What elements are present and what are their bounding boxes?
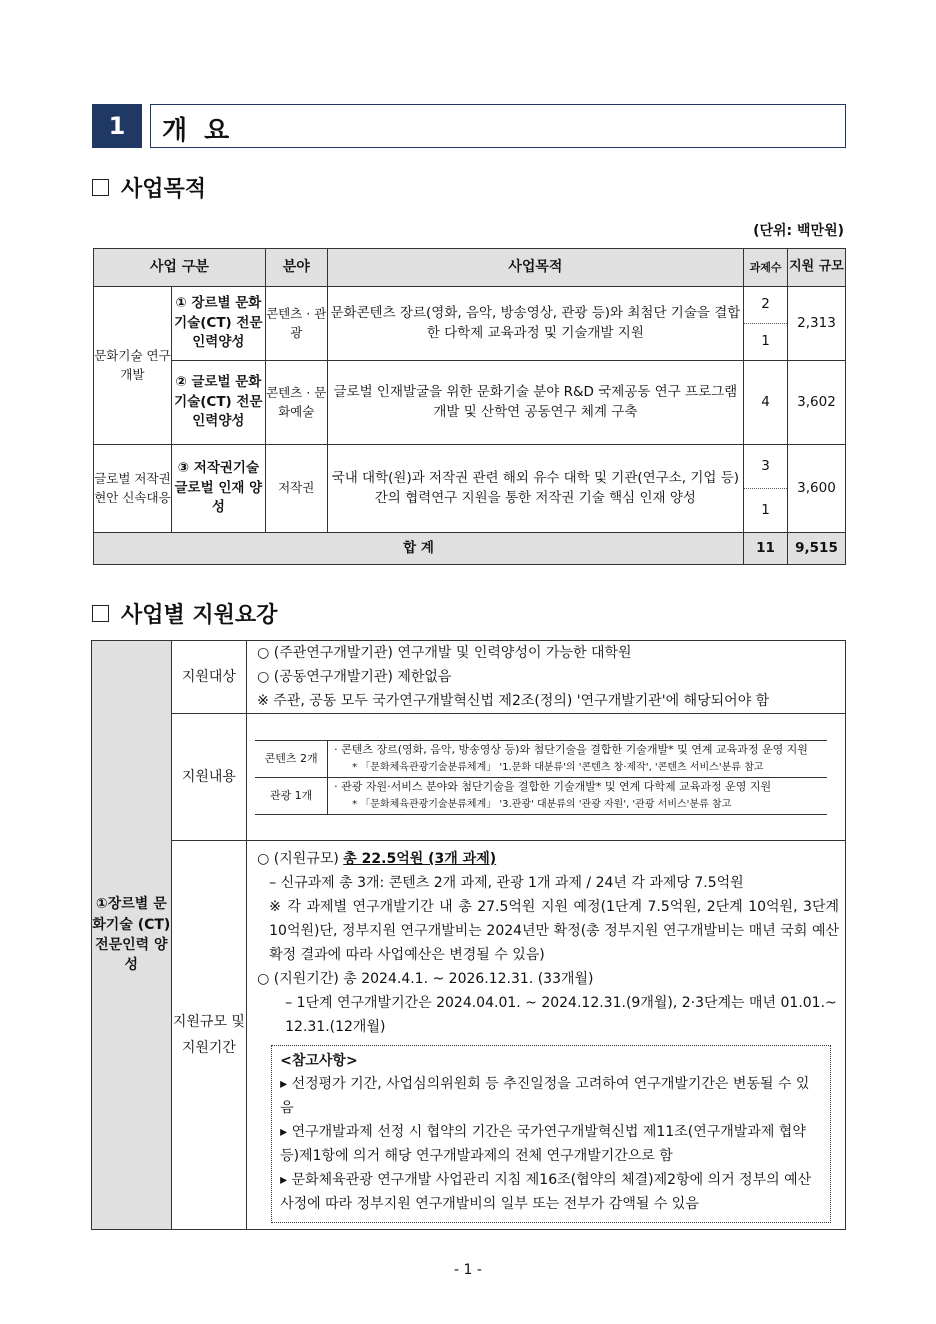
program-count: 1 <box>744 324 788 361</box>
checkbox-icon <box>92 179 109 196</box>
header-count: 과제수 <box>744 249 788 287</box>
content-label: 지원내용 <box>171 714 247 841</box>
reference-title: <참고사항> <box>280 1053 358 1069</box>
scale-line: ※ 각 과제별 연구개발기간 내 총 27.5억원 지원 예정(1단계 7.5억원, 2단계 10억원, 3단계 10억원)단, 정부지원 연구개발비는 2024년만 확정(총 정부지원 연구개발비는 매년 국회 예산 확정 결과에 따라 사업예산은 변경될 수 있음) <box>269 899 839 963</box>
reference-box <box>271 1045 831 1223</box>
total-budget: 9,515 <box>787 533 845 565</box>
content-subtable <box>255 740 827 815</box>
reference-item: ▸ 선정평가 기간, 사업심의위원회 등 추진일정을 고려하여 연구개발기간은 변동될 수 있음 <box>280 1076 810 1116</box>
content-key: 콘텐츠 2개 <box>255 740 328 777</box>
program-budget: 2,313 <box>787 287 845 361</box>
scale-line: – 1단계 연구개발기간은 2024.04.01. ~ 2024.12.31.(9개월), 2·3단계는 매년 01.01.~ 12.31.(12개월) <box>285 995 837 1035</box>
content-text <box>328 740 828 777</box>
scale-line <box>257 847 845 871</box>
program-name: ① 장르별 문화기술(CT) 전문인력양성 <box>171 287 265 361</box>
header-field: 분야 <box>265 249 327 287</box>
heading-support-text: 사업별 지원요강 <box>121 603 278 628</box>
program-purpose: 문화콘텐츠 장르(영화, 음악, 방송영상, 관광 등)와 최첨단 기술을 결합한 다학제 교육과정 및 기술개발 지원 <box>327 287 743 361</box>
scale-label: 지원규모 및 지원기간 <box>171 841 247 1230</box>
scale-line: – 신규과제 총 3개: 콘텐츠 2개 과제, 관광 1개 과제 / 24년 각 과제당 7.5억원 <box>269 875 744 891</box>
total-label: 합 계 <box>94 533 744 565</box>
program-field: 콘텐츠 · 관광 <box>265 287 327 361</box>
content-desc: · 관광 자원·서비스 분야와 첨단기술을 결합한 기술개발* 및 연계 다학제 교육과정 운영 지원 <box>334 779 772 793</box>
program-name: ② 글로벌 문화기술(CT) 전문인력양성 <box>171 361 265 445</box>
target-label: 지원대상 <box>171 641 247 714</box>
reference-item: ▸ 연구개발과제 선정 시 협약의 기간은 국가연구개발혁신법 제11조(연구개발과제 협약 등)제1항에 의거 해당 연구개발과제의 전체 연구개발기간으로 함 <box>280 1124 806 1164</box>
support-table <box>91 640 846 1230</box>
content-desc: · 콘텐츠 장르(영화, 음악, 방송영상 등)와 첨단기술을 결합한 기술개발* 및 연계 교육과정 운영 지원 <box>334 742 808 756</box>
header-category: 사업 구분 <box>94 249 266 287</box>
program-count: 2 <box>744 287 788 324</box>
program-title: ①장르별 문화기술 (CT) 전문인력 양성 <box>92 641 172 1230</box>
checkbox-icon <box>92 605 109 622</box>
target-content <box>247 641 846 714</box>
header-budget: 지원 규모 <box>787 249 845 287</box>
unit-label: (단위: 백만원) <box>753 223 844 239</box>
program-field: 콘텐츠 · 문화예술 <box>265 361 327 445</box>
scale-content <box>247 841 846 1230</box>
program-count: 4 <box>744 361 788 445</box>
total-count: 11 <box>744 533 788 565</box>
page-number: - 1 - <box>454 1262 482 1278</box>
reference-item: ▸ 문화체육관광 연구개발 사업관리 지침 제16조(협약의 체결)제2항에 의거 정부의 예산 사정에 따라 정부지원 연구개발비의 일부 또는 전부가 감액될 수 있음 <box>280 1172 812 1212</box>
program-count: 1 <box>744 489 788 533</box>
scale-line: ○ (지원기간) 총 2024.4.1. ~ 2026.12.31. (33개월) <box>257 971 594 987</box>
content-note: * 「문화체육관광기술분류체계」 '1.문화 대분류'의 '콘텐츠 창·제작', '콘텐츠 서비스'분류 참고 <box>352 761 764 773</box>
content-key: 관광 1개 <box>255 777 328 814</box>
program-count: 3 <box>744 445 788 489</box>
section-number: 1 <box>92 104 142 148</box>
scale-emphasis: 총 22.5억원 (3개 과제) <box>343 851 497 867</box>
scale-prefix: ○ (지원규모) <box>257 851 344 867</box>
target-line: ○ (공동연구개발기관) 제한없음 <box>257 669 452 685</box>
header-purpose: 사업목적 <box>327 249 743 287</box>
program-field: 저작권 <box>265 445 327 533</box>
program-purpose: 글로벌 인재발굴을 위한 문화기술 분야 R&D 국제공동 연구 프로그램 개발 및 산학연 공동연구 체계 구축 <box>327 361 743 445</box>
target-line: ※ 주관, 공동 모두 국가연구개발혁신법 제2조(정의) '연구개발기관'에 해당되어야 함 <box>257 693 770 709</box>
group-copyright: 글로벌 저작권 현안 신속대응 <box>94 445 172 533</box>
program-name: ③ 저작권기술 글로벌 인재 양성 <box>171 445 265 533</box>
heading-purpose <box>92 172 206 203</box>
content-note: * 「문화체육관광기술분류체계」 '3.관광' 대분류의 '관광 자원', '관광 서비스'분류 참고 <box>352 798 732 810</box>
content-text <box>328 777 828 814</box>
group-rnd: 문화기술 연구개발 <box>94 287 172 445</box>
purpose-table <box>93 248 846 565</box>
program-budget: 3,600 <box>787 445 845 533</box>
section-title: 개 요 <box>162 116 234 146</box>
heading-purpose-text: 사업목적 <box>121 177 207 202</box>
content-cell <box>247 714 846 841</box>
section-title-box <box>150 104 846 148</box>
program-budget: 3,602 <box>787 361 845 445</box>
target-line: ○ (주관연구개발기관) 연구개발 및 인력양성이 가능한 대학원 <box>257 645 632 661</box>
heading-support <box>92 598 277 629</box>
program-purpose: 국내 대학(원)과 저작권 관련 해외 유수 대학 및 기관(연구소, 기업 등)간의 협력연구 지원을 통한 저작권 기술 핵심 인재 양성 <box>327 445 743 533</box>
